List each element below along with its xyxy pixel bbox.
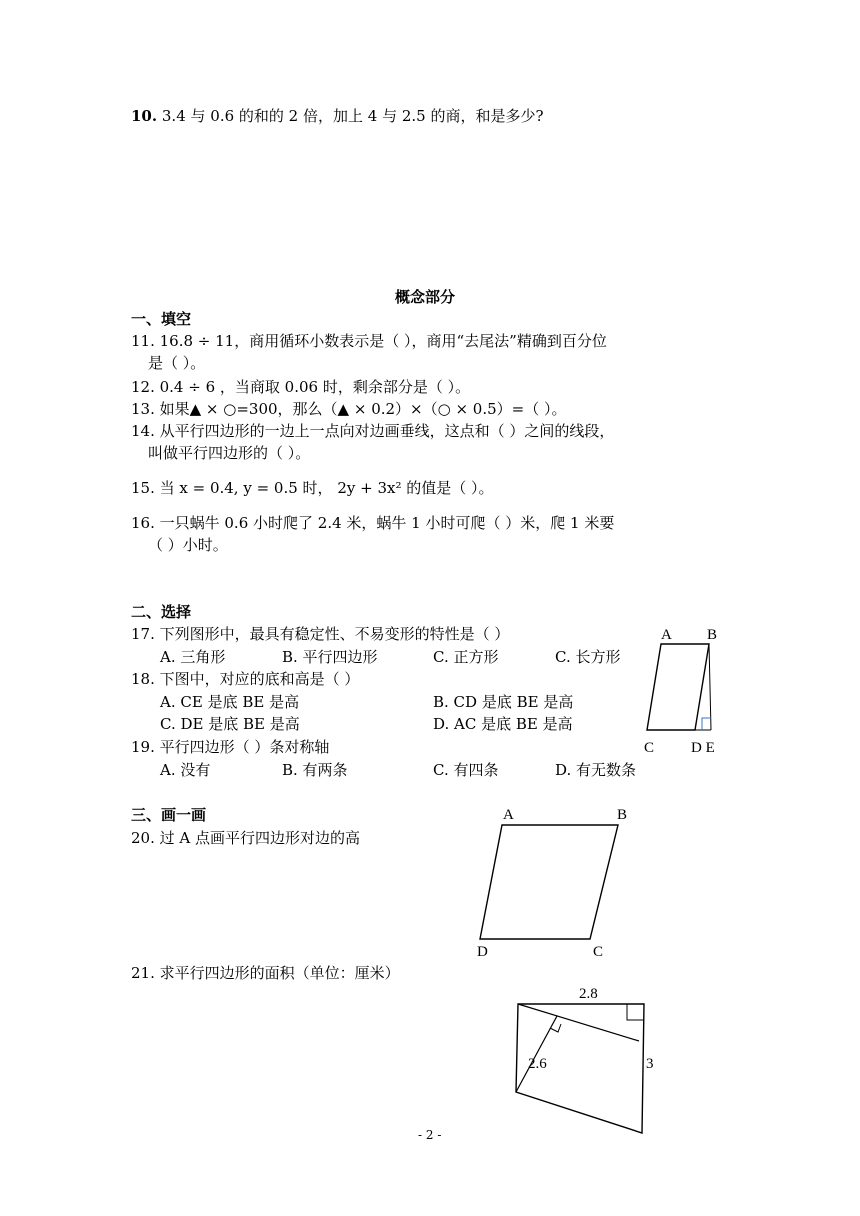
q18-parallelogram-figure xyxy=(640,622,740,762)
q19-option-c: C. 有四条 xyxy=(433,761,499,779)
q19-option-d: D. 有无数条 xyxy=(555,761,637,779)
q18-option-c: C. DE 是底 BE 是高 xyxy=(160,715,300,733)
q18-option-d: D. AC 是底 BE 是高 xyxy=(433,715,573,733)
q17-option-d: C. 长方形 xyxy=(555,648,621,666)
parallelogram-abcd xyxy=(480,825,618,939)
q21-parallelogram-figure xyxy=(505,980,675,1140)
question-20: 20. 过 A 点画平行四边形对边的高 xyxy=(131,829,360,847)
q20-parallelogram-figure xyxy=(470,800,640,965)
question-11-line1: 11. 16.8 ÷ 11，商用循环小数表示是（ ），商用“去尾法”精确到百分位 xyxy=(131,332,607,350)
question-18: 18. 下图中，对应的底和高是（ ） xyxy=(131,670,360,688)
question-number: 10. xyxy=(131,107,158,125)
section-heading-fill: 一、填空 xyxy=(131,310,192,328)
label-a: A xyxy=(503,807,514,823)
height-be xyxy=(709,644,711,730)
section-heading-choice: 二、选择 xyxy=(131,603,192,621)
label-right: 3 xyxy=(646,1056,654,1072)
q18-option-b: B. CD 是底 BE 是高 xyxy=(433,693,574,711)
question-21: 21. 求平行四边形的面积（单位：厘米） xyxy=(131,964,400,982)
question-text: 3.4 与 0.6 的和的 2 倍，加上 4 与 2.5 的商，和是多少? xyxy=(161,107,544,125)
question-10 xyxy=(131,106,544,126)
question-16-line2: （ ）小时。 xyxy=(148,536,228,554)
label-c: C xyxy=(593,944,604,960)
right-angle-mark-right xyxy=(627,1004,643,1020)
question-13: 13. 如果▲ × ○=300，那么（▲ × 0.2）×（○ × 0.5）=（ ）。 xyxy=(131,400,567,418)
parallelogram-abcd xyxy=(647,644,709,730)
height-2-6 xyxy=(516,1016,557,1092)
section-heading-draw: 三、画一画 xyxy=(131,806,207,824)
q17-option-b: B. 平行四边形 xyxy=(282,648,378,666)
label-a: A xyxy=(661,627,672,643)
page-number: - 2 - xyxy=(418,1128,442,1142)
q19-option-a: A. 没有 xyxy=(160,761,211,779)
q17-option-c: C. 正方形 xyxy=(433,648,499,666)
question-15: 15. 当 x = 0.4, y = 0.5 时， 2y + 3x² 的值是（ ）。 xyxy=(131,479,494,497)
question-14-line2: 叫做平行四边形的（ ）。 xyxy=(148,444,311,462)
question-19: 19. 平行四边形（ ）条对称轴 xyxy=(131,738,330,756)
label-b: B xyxy=(617,807,628,823)
label-top: 2.8 xyxy=(579,986,598,1002)
label-de: D E xyxy=(691,740,715,756)
question-12: 12. 0.4 ÷ 6 ，当商取 0.06 时，剩余部分是（ ）。 xyxy=(131,378,471,396)
label-d: D xyxy=(477,944,488,960)
right-angle-mark xyxy=(702,718,711,730)
section-title: 概念部分 xyxy=(395,288,456,306)
question-14-line1: 14. 从平行四边形的一边上一点向对边画垂线，这点和（ ）之间的线段， xyxy=(131,422,615,440)
question-17: 17. 下列图形中，最具有稳定性、不易变形的特性是（ ） xyxy=(131,625,510,643)
label-b: B xyxy=(707,627,718,643)
label-c: C xyxy=(644,740,655,756)
question-11-line2: 是（ ）。 xyxy=(148,354,206,372)
q18-option-a: A. CE 是底 BE 是高 xyxy=(160,693,300,711)
diagonal-line xyxy=(518,1004,639,1041)
question-16-line1: 16. 一只蜗牛 0.6 小时爬了 2.4 米，蜗牛 1 小时可爬（ ）米，爬 1 米要 xyxy=(131,514,615,532)
q19-option-b: B. 有两条 xyxy=(282,761,348,779)
label-left: 2.6 xyxy=(528,1056,547,1072)
q17-option-a: A. 三角形 xyxy=(160,648,226,666)
